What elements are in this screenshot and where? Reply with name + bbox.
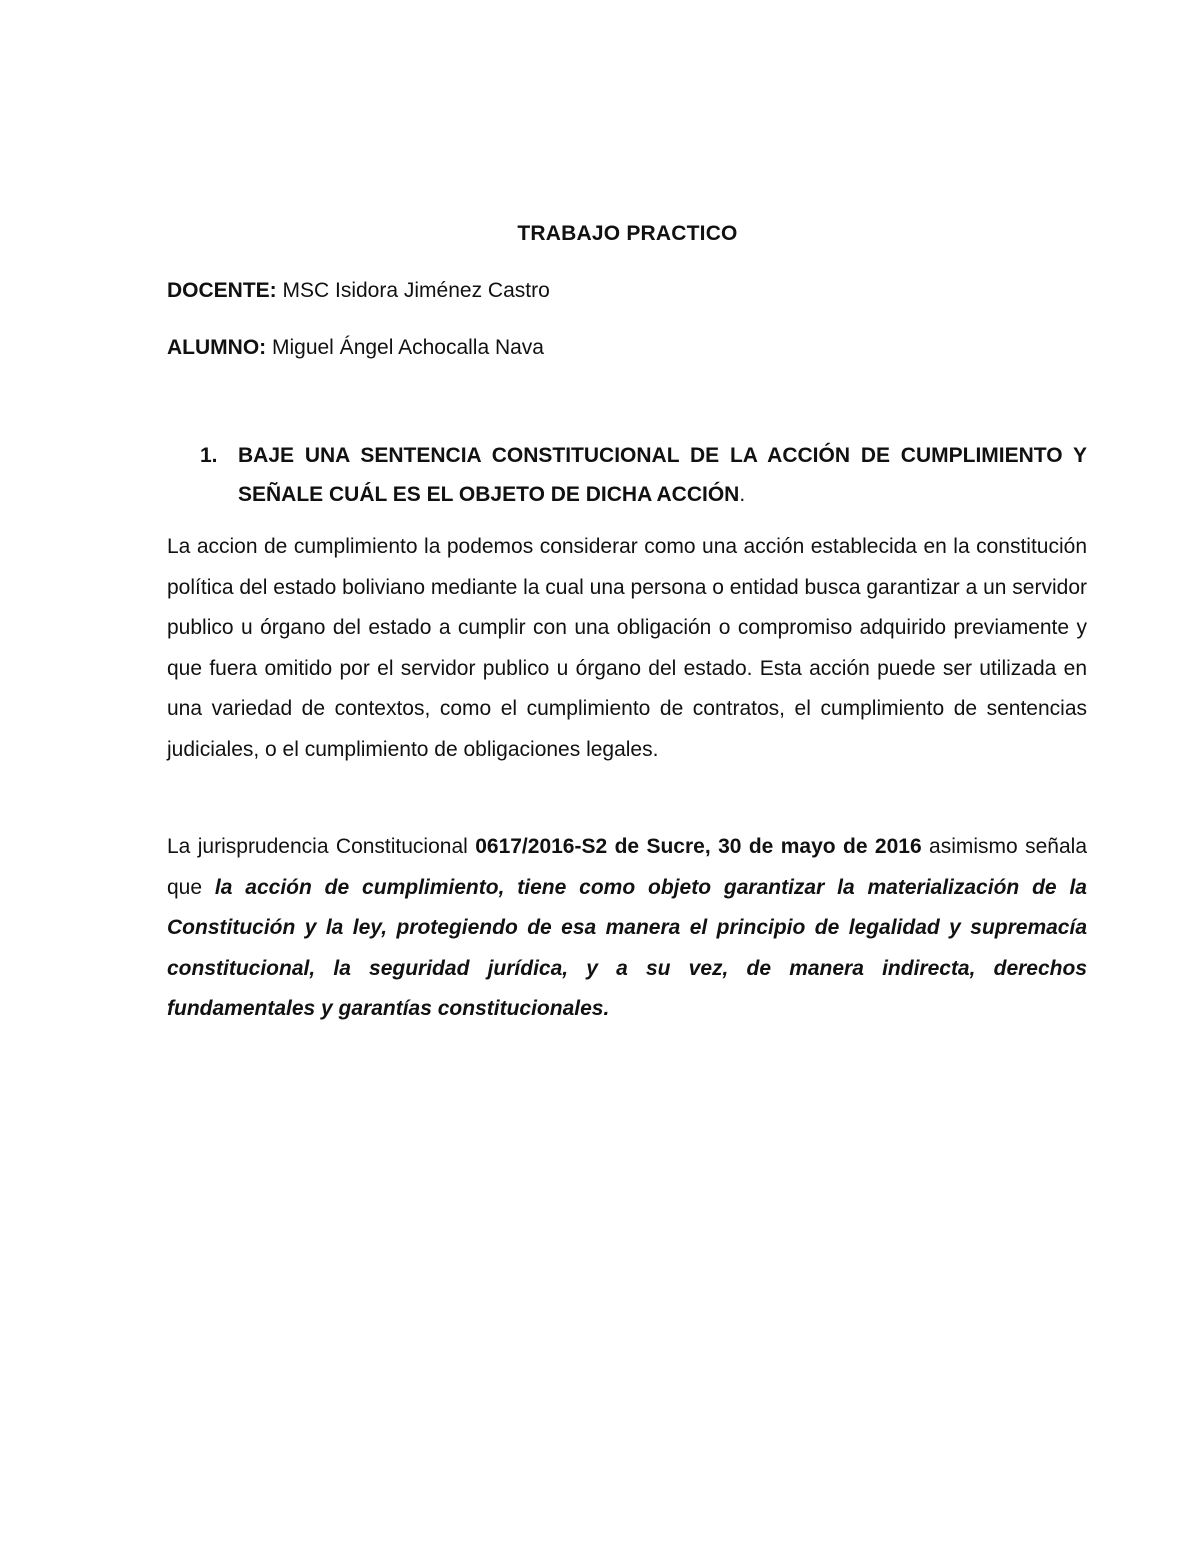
document-title: TRABAJO PRACTICO xyxy=(517,222,738,245)
jurisprudence-intro: La jurisprudencia Constitucional xyxy=(167,835,476,858)
jurisprudence-quote: la acción de cumplimiento, tiene como objeto garantizar la materialización de la Constitución y la ley, protegiendo de esa manera el principio de legalidad y supremacía constitucional, la seguridad jurídica, y a su vez, de manera indirecta, derechos fundamentales y garantías constitucionales. xyxy=(167,875,1087,1021)
alumno-label: ALUMNO: xyxy=(167,336,267,359)
question-number: 1. xyxy=(200,444,218,467)
alumno-value: Miguel Ángel Achocalla Nava xyxy=(266,336,544,359)
jurisprudence-middle: asimismo señala que xyxy=(167,835,1088,899)
docente-line xyxy=(167,279,550,303)
docente-label: DOCENTE: xyxy=(167,279,277,302)
question-text: BAJE UNA SENTENCIA CONSTITUCIONAL DE LA ACCIÓN DE CUMPLIMIENTO Y SEÑALE CUÁL ES EL OBJETO DE DICHA ACCIÓN xyxy=(238,444,1087,506)
jurisprudence-citation: 0617/2016-S2 de Sucre, 30 de mayo de 2016 xyxy=(475,835,922,858)
paragraph-definition: La accion de cumplimiento la podemos considerar como una acción establecida en la constitución política del estado boliviano mediante la cual una persona o entidad busca garantizar a un servidor publico u órgano del estado a cumplir con una obligación o compromiso adquirido previamente y que fuera omitido por el servidor publico u órgano del estado. Esta acción puede ser utilizada en una variedad de contextos, como el cumplimiento de contratos, el cumplimiento de sentencias judiciales, o el cumplimiento de obligaciones legales. xyxy=(167,535,1087,761)
paragraph-jurisprudence xyxy=(167,827,1087,1030)
docente-value: MSC Isidora Jiménez Castro xyxy=(276,279,550,302)
question-text-block xyxy=(238,436,1087,514)
alumno-line xyxy=(167,336,544,360)
question-trailing-period: . xyxy=(739,483,746,506)
question-item xyxy=(167,436,1087,514)
